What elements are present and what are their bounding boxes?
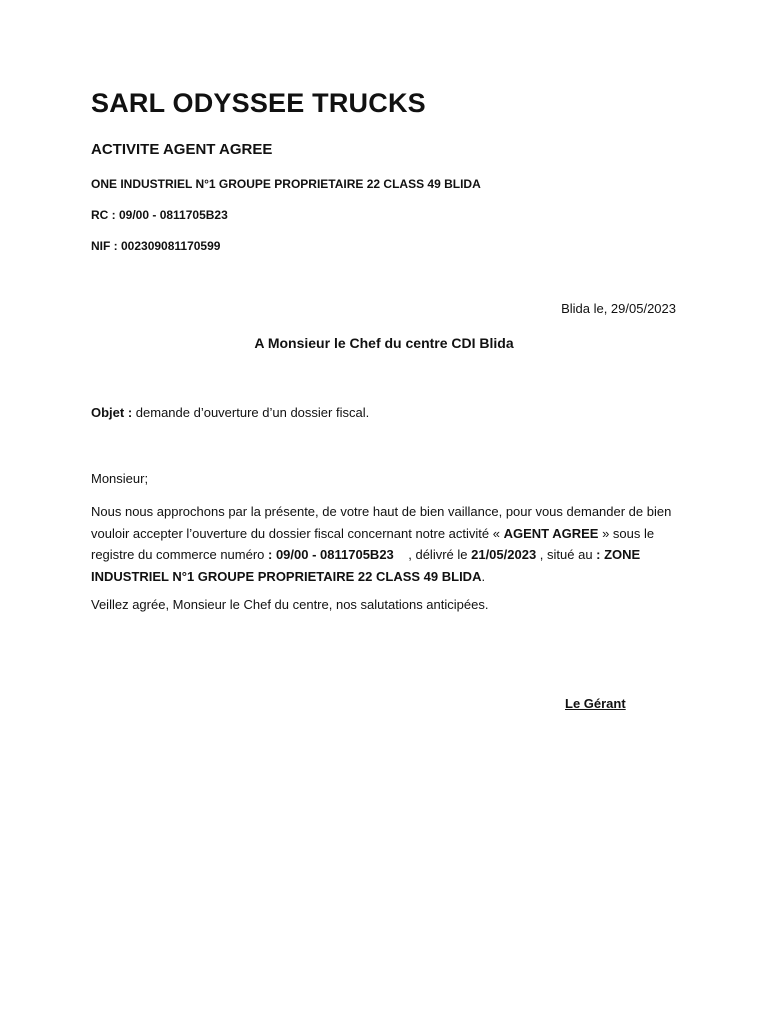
- closing-line: Veillez agrée, Monsieur le Chef du centre, nos salutations anticipées.: [91, 597, 489, 612]
- date-line: Blida le, 29/05/2023: [561, 301, 676, 316]
- body-issue-date: 21/05/2023: [471, 547, 537, 562]
- body-activity: AGENT AGREE: [503, 525, 599, 541]
- body-paragraph: [91, 501, 681, 587]
- body-address: : ZONE INDUSTRIEL N°1 GROUPE PROPRIETAIRE 22 CLASS 49 BLIDA: [91, 547, 641, 584]
- body-text-2: » sous le registre du commerce numéro: [91, 525, 655, 562]
- company-rc: RC : 09/00 - 0811705B23: [91, 208, 228, 222]
- company-name: SARL ODYSSEE TRUCKS: [91, 88, 426, 118]
- body-text-3: , délivré le: [393, 547, 472, 562]
- body-rc-number: : 09/00 - 0811705B23: [268, 547, 394, 562]
- company-activity: ACTIVITE AGENT AGREE: [91, 141, 273, 158]
- subject-line: [91, 405, 369, 420]
- subject-label: Objet :: [91, 405, 133, 420]
- subject-text: demande d’ouverture d’un dossier fiscal.: [132, 405, 370, 420]
- company-nif: NIF : 002309081170599: [91, 239, 221, 253]
- recipient-line: A Monsieur le Chef du centre CDI Blida: [254, 335, 514, 351]
- salutation: Monsieur;: [91, 471, 149, 486]
- body-text-1: Nous nous approchons par la présente, de votre haut de bien vaillance, pour vous demander de bien vouloir accepter l’ouverture du dossier fiscal concernant notre activité «: [91, 504, 672, 541]
- company-address: ONE INDUSTRIEL N°1 GROUPE PROPRIETAIRE 22 CLASS 49 BLIDA: [91, 177, 481, 191]
- signature-label: Le Gérant: [565, 696, 626, 711]
- body-text-4: , situé au: [536, 547, 597, 562]
- body-text-5: .: [481, 568, 486, 584]
